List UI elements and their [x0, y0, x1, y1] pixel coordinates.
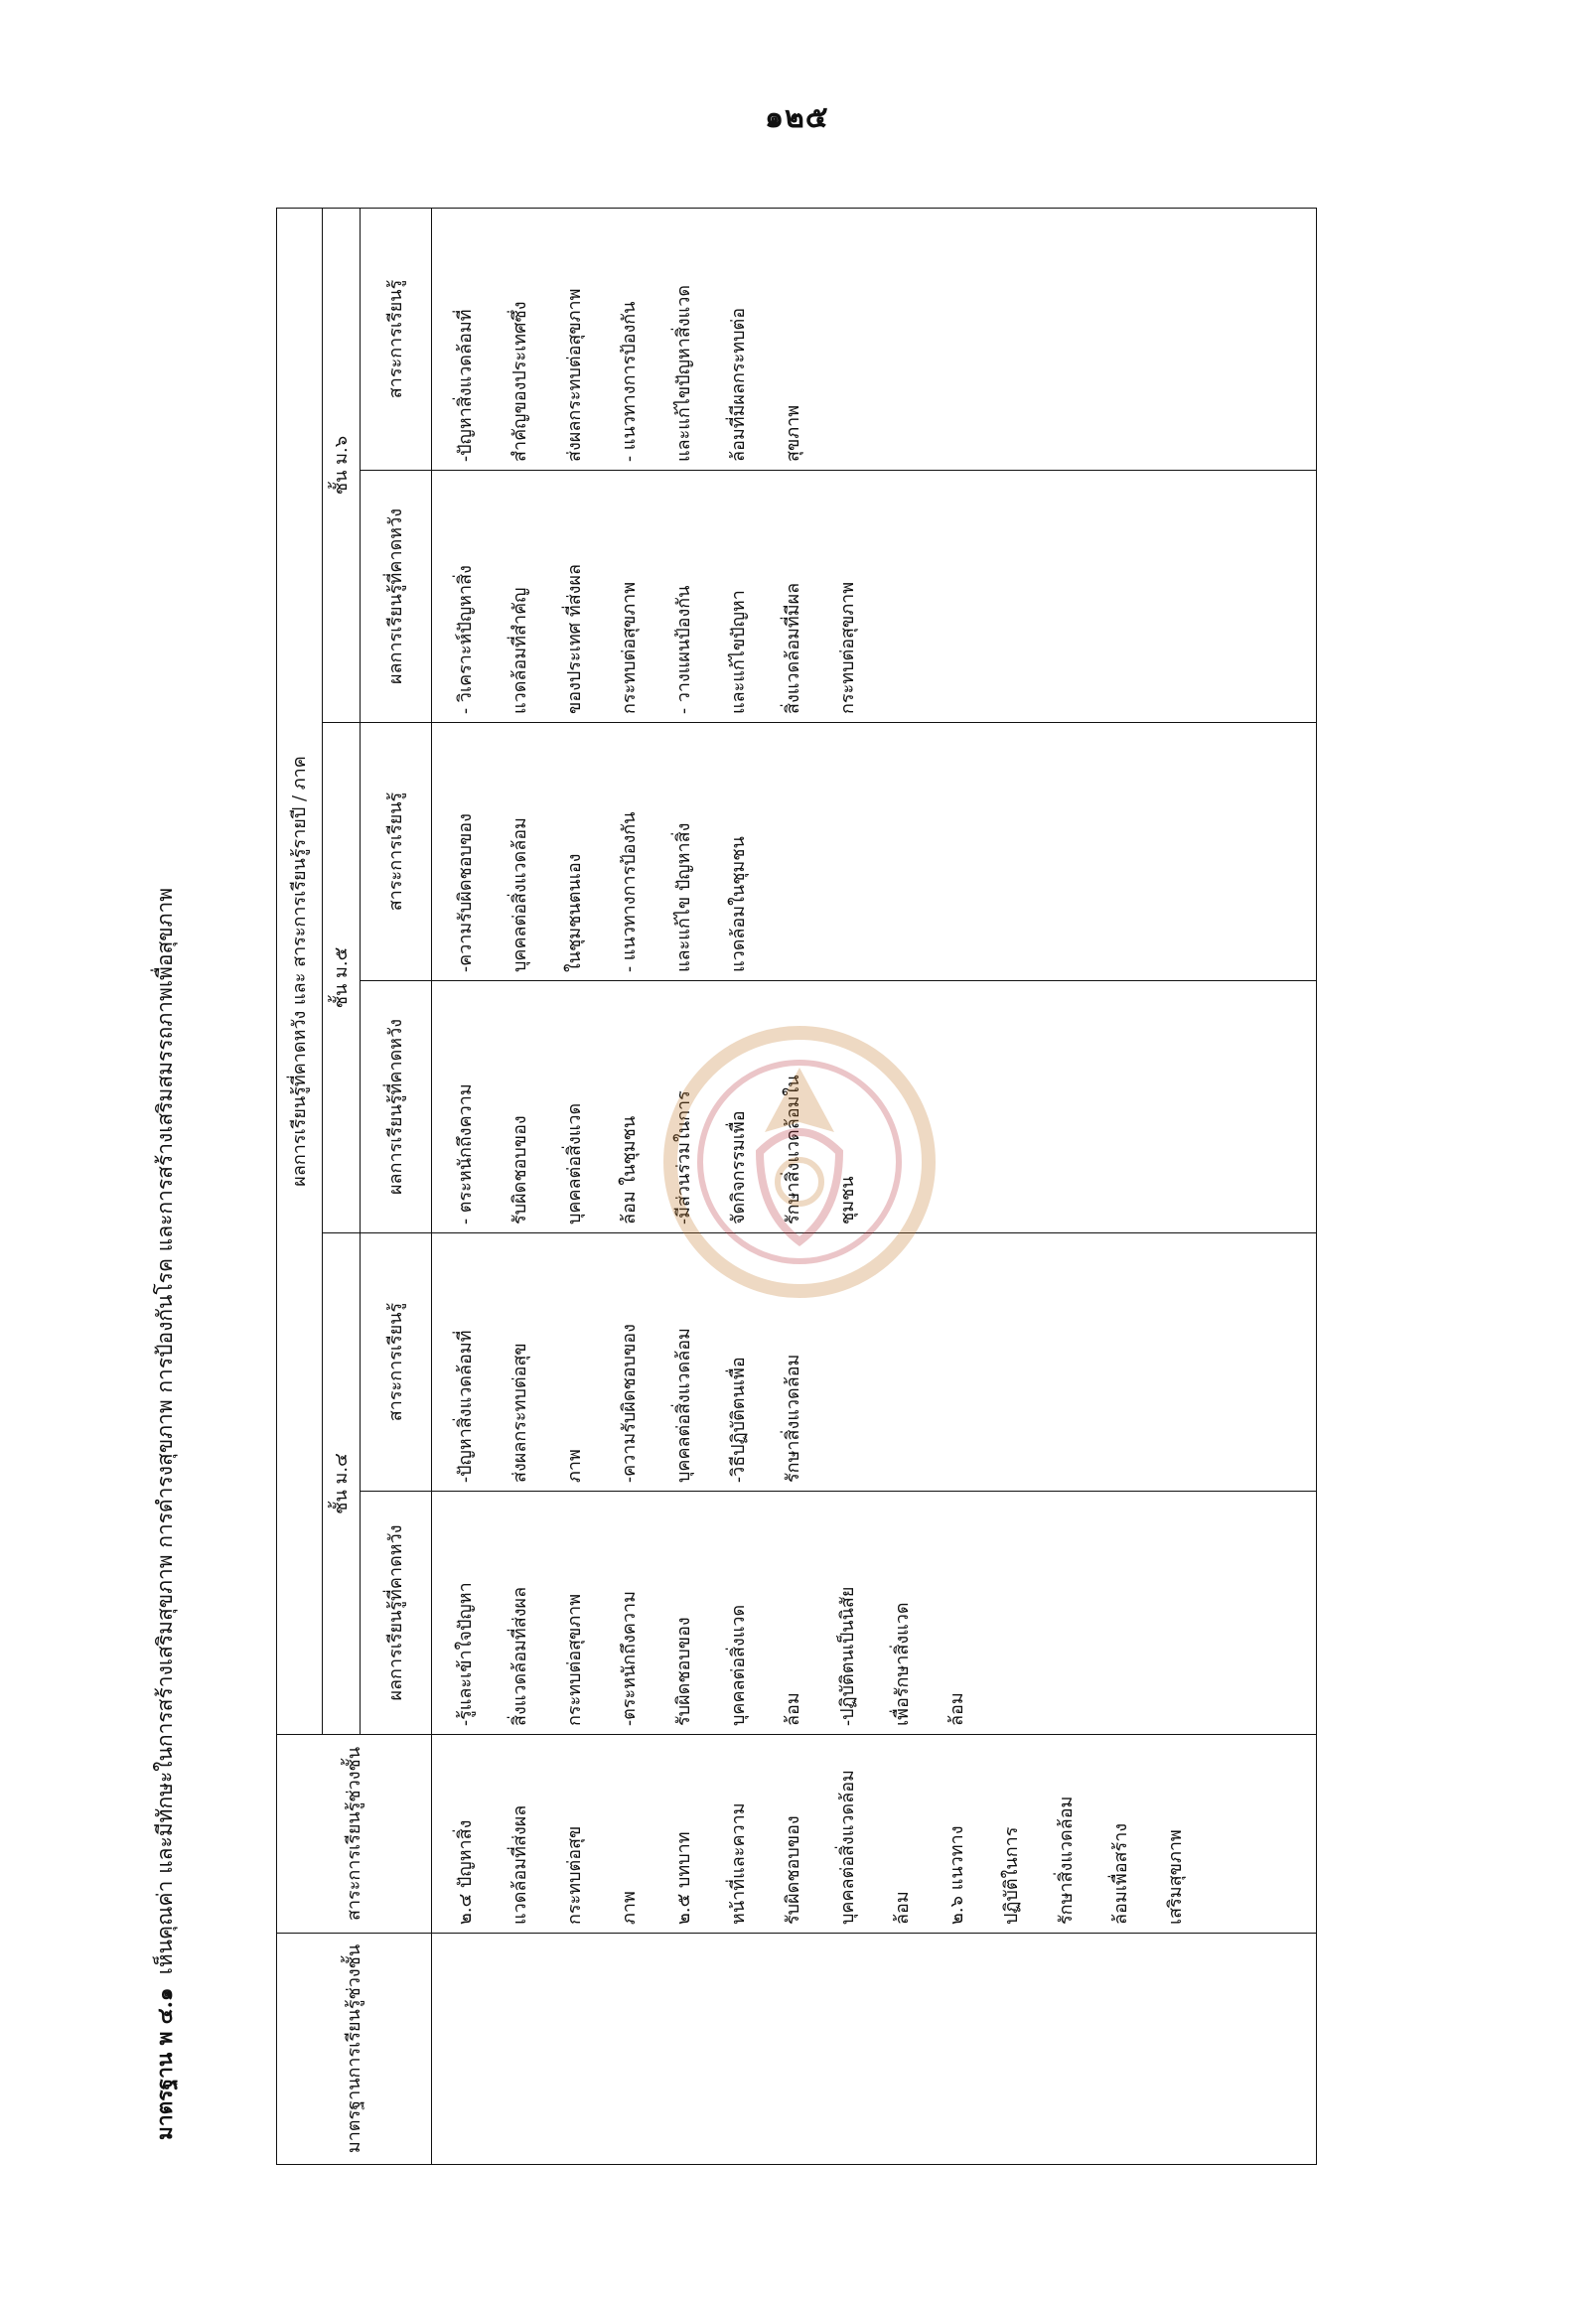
cell-line: ปฏิบัติในการ: [1001, 1826, 1022, 1925]
header-m5-content: สาระการเรียนรู้: [361, 723, 432, 981]
cell-line: -รู้และเข้าใจปัญหา: [455, 1582, 476, 1726]
cell-line: -มีส่วนร่วมในการ: [673, 1090, 694, 1224]
cell-line: บุคคลต่อสิ่งแวดล้อม: [509, 817, 530, 972]
cell-line: -ตระหนักถึงความ: [619, 1591, 640, 1726]
cell-line: บุคคลต่อสิ่งแวดล้อม: [837, 1770, 858, 1925]
cell-line: รับผิดชอบของ: [509, 1115, 530, 1224]
cell-line: ๒.๕ บทบาท: [673, 1831, 694, 1925]
cell-line: ส่งผลกระทบต่อสุข: [509, 1343, 530, 1483]
cell-strand: [432, 1735, 1317, 1934]
page-number: ๑๒๕: [765, 100, 829, 135]
cell-line: รักษาสิ่งแวดล้อม: [1056, 1796, 1077, 1925]
cell-line: แวดล้อมที่ส่งผล: [509, 1804, 530, 1925]
cell-line: และแก้ไขปัญหา: [728, 590, 749, 714]
cell-line: -ความรับผิดชอบของ: [455, 813, 476, 972]
cell-line: บุคคลต่อสิ่งแวด: [564, 1102, 585, 1224]
cell-m6-content: [432, 208, 1317, 470]
standard-heading: [149, 134, 182, 2140]
cell-line: และแก้ไขปัญหาสิ่งแวด: [673, 284, 694, 462]
cell-line: รักษาสิ่งแวดล้อมใน: [783, 1075, 803, 1224]
cell-line: ๒.๖ แนวทาง: [946, 1825, 967, 1925]
header-grade-m5: ชั้น ม.๕: [323, 723, 361, 1233]
cell-line: สิ่งแวดล้อมที่ส่งผล: [509, 1586, 530, 1726]
standard-code: มาตรฐาน พ ๔.๑: [152, 1987, 177, 2140]
cell-line: บุคคลต่อสิ่งแวดล้อม: [673, 1328, 694, 1483]
curriculum-table-rotated: [276, 209, 1317, 2165]
cell-line: หน้าที่และความ: [728, 1802, 749, 1925]
cell-line: ของประเทศ ที่ส่งผล: [564, 563, 585, 714]
cell-line: - แนวทางการป้องกัน: [619, 301, 640, 462]
cell-line: แวดล้อมในชุมชน: [728, 836, 749, 972]
header-grade-m4: ชั้น ม.๔: [323, 1233, 361, 1735]
header-strand: สาระการเรียนรู้ช่วงชั้น: [277, 1735, 432, 1934]
cell-line: จัดกิจกรรมเพื่อ: [728, 1110, 749, 1224]
header-m4-content: สาระการเรียนรู้: [361, 1233, 432, 1492]
cell-line: ภาพ: [619, 1891, 640, 1925]
cell-line: ในชุมชนตนเอง: [564, 853, 585, 972]
cell-m6-outcome: [432, 471, 1317, 723]
curriculum-table: [276, 208, 1317, 2165]
cell-line: ล้อมที่มีผลกระทบต่อ: [728, 307, 749, 462]
cell-line: เสริมสุขภาพ: [1165, 1829, 1186, 1925]
cell-m4-outcome: [432, 1492, 1317, 1735]
cell-line: กระทบต่อสุขภาพ: [619, 581, 640, 714]
cell-line: ภาพ: [564, 1449, 585, 1483]
cell-line: -วิธีปฏิบัติตนเพื่อ: [728, 1357, 749, 1483]
header-outcome-group: ผลการเรียนรู้ที่คาดหวัง และ สาระการเรียนรู้รายปี / ภาค: [277, 208, 323, 1734]
cell-line: สุขภาพ: [783, 404, 803, 462]
cell-line: สิ่งแวดล้อมที่มีผล: [783, 582, 803, 714]
header-standard: มาตรฐานการเรียนรู้ช่วงชั้น: [277, 1934, 432, 2165]
cell-line: -ปฏิบัติตนเป็นนิสัย: [837, 1586, 858, 1726]
cell-line: - แนวทางการป้องกัน: [619, 811, 640, 972]
header-m6-outcome: ผลการเรียนรู้ที่คาดหวัง: [361, 471, 432, 723]
cell-line: -ปัญหาสิ่งแวดล้อมที่: [455, 1330, 476, 1483]
cell-line: รับผิดชอบของ: [783, 1815, 803, 1925]
cell-line: - ตระหนักถึงความ: [455, 1083, 476, 1224]
cell-line: -ปัญหาสิ่งแวดล้อมที่: [455, 309, 476, 462]
cell-m4-content: [432, 1233, 1317, 1492]
cell-line: สำคัญของประเทศซึ่ง: [509, 301, 530, 462]
cell-line: ล้อม: [783, 1692, 803, 1726]
standard-text: เห็นคุณค่า และมีทักษะในการสร้างเสริมสุขภาพ การดำรงสุขภาพ การป้องกันโรค และการสร้างเสริมสมรรถภาพเพื่อสุขภาพ: [153, 887, 177, 1975]
cell-standard: [432, 1934, 1317, 2165]
cell-line: ล้อม: [946, 1692, 967, 1726]
cell-line: ล้อม: [892, 1891, 913, 1925]
cell-line: - วิเคราะห์ปัญหาสิ่ง: [455, 565, 476, 714]
cell-line: ส่งผลกระทบต่อสุขภาพ: [564, 288, 585, 462]
cell-line: เพื่อรักษาสิ่งแวด: [892, 1602, 913, 1726]
header-grade-m6: ชั้น ม.๖: [323, 208, 361, 722]
cell-line: ชุมชน: [837, 1176, 858, 1224]
cell-line: กระทบต่อสุข: [564, 1825, 585, 1925]
cell-m5-outcome: [432, 981, 1317, 1233]
cell-line: แวดล้อมที่สำคัญ: [509, 587, 530, 714]
cell-line: และแก้ไข ปัญหาสิ่ง: [673, 822, 694, 972]
cell-line: รับผิดชอบของ: [673, 1617, 694, 1726]
cell-line: ล้อม ในชุมชน: [619, 1115, 640, 1224]
cell-line: ล้อมเพื่อสร้าง: [1110, 1822, 1131, 1925]
cell-line: รักษาสิ่งแวดล้อม: [783, 1354, 803, 1483]
cell-line: บุคคลต่อสิ่งแวด: [728, 1604, 749, 1726]
cell-line: ๒.๔ ปัญหาสิ่ง: [455, 1819, 476, 1925]
cell-m5-content: [432, 723, 1317, 981]
cell-line: -ความรับผิดชอบของ: [619, 1324, 640, 1483]
cell-line: กระทบต่อสุขภาพ: [837, 581, 858, 714]
cell-line: - วางแผนป้องกัน: [673, 585, 694, 714]
header-m4-outcome: ผลการเรียนรู้ที่คาดหวัง: [361, 1492, 432, 1735]
cell-line: กระทบต่อสุขภาพ: [564, 1593, 585, 1726]
header-m5-outcome: ผลการเรียนรู้ที่คาดหวัง: [361, 981, 432, 1233]
header-m6-content: สาระการเรียนรู้: [361, 208, 432, 470]
